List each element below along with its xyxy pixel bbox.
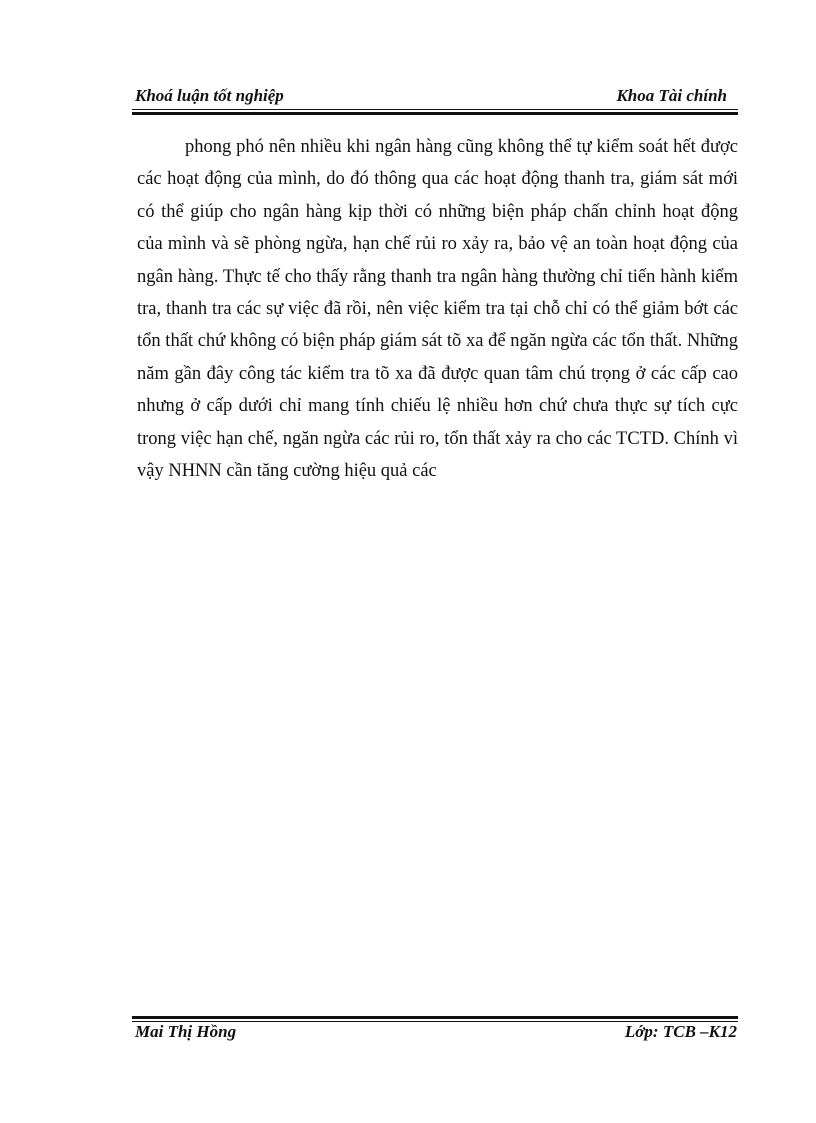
header-department: Khoa Tài chính [616, 86, 727, 105]
footer-rule-thick [132, 1016, 738, 1019]
footer-author: Mai Thị Hồng [135, 1022, 237, 1041]
header-rule-thin [132, 109, 738, 110]
page-footer [135, 1022, 737, 1046]
page-header [135, 86, 737, 110]
header-document-type: Khoá luận tốt nghiệp [135, 86, 284, 105]
body-paragraph: phong phó nên nhiều khi ngân hàng cũng không thể tự kiểm soát hết được các hoạt động của mình, do đó thông qua các hoạt động thanh tra, giám sát mới có thể giúp cho ngân hàng kịp thời có những biện pháp chấn chỉnh hoạt động của mình và sẽ phòng ngừa, hạn chế rủi ro xảy ra, bảo vệ an toàn hoạt động của ngân hàng. Thực tế cho thấy rằng thanh tra ngân hàng thường chỉ tiến hành kiểm tra, thanh tra các sự việc đã rồi, nên việc kiểm tra tại chỗ chỉ có thể giảm bớt các tổn thất chứ không có biện pháp giám sát tõ xa để ngăn ngừa các tổn thất. Những năm gần đây công tác kiểm tra tõ xa đã được quan tâm chú trọng ở các cấp cao nhưng ở cấp dưới chỉ mang tính chiếu lệ nhiều hơn chứ chưa thực sự tích cực trong việc hạn chế, ngăn ngừa các rủi ro, tổn thất xảy ra cho các TCTD. Chính vì vậy NHNN cần tăng cường hiệu quả các [137, 137, 738, 482]
footer-class: Lớp: TCB –K12 [624, 1022, 737, 1041]
header-rule-thick [132, 112, 738, 115]
